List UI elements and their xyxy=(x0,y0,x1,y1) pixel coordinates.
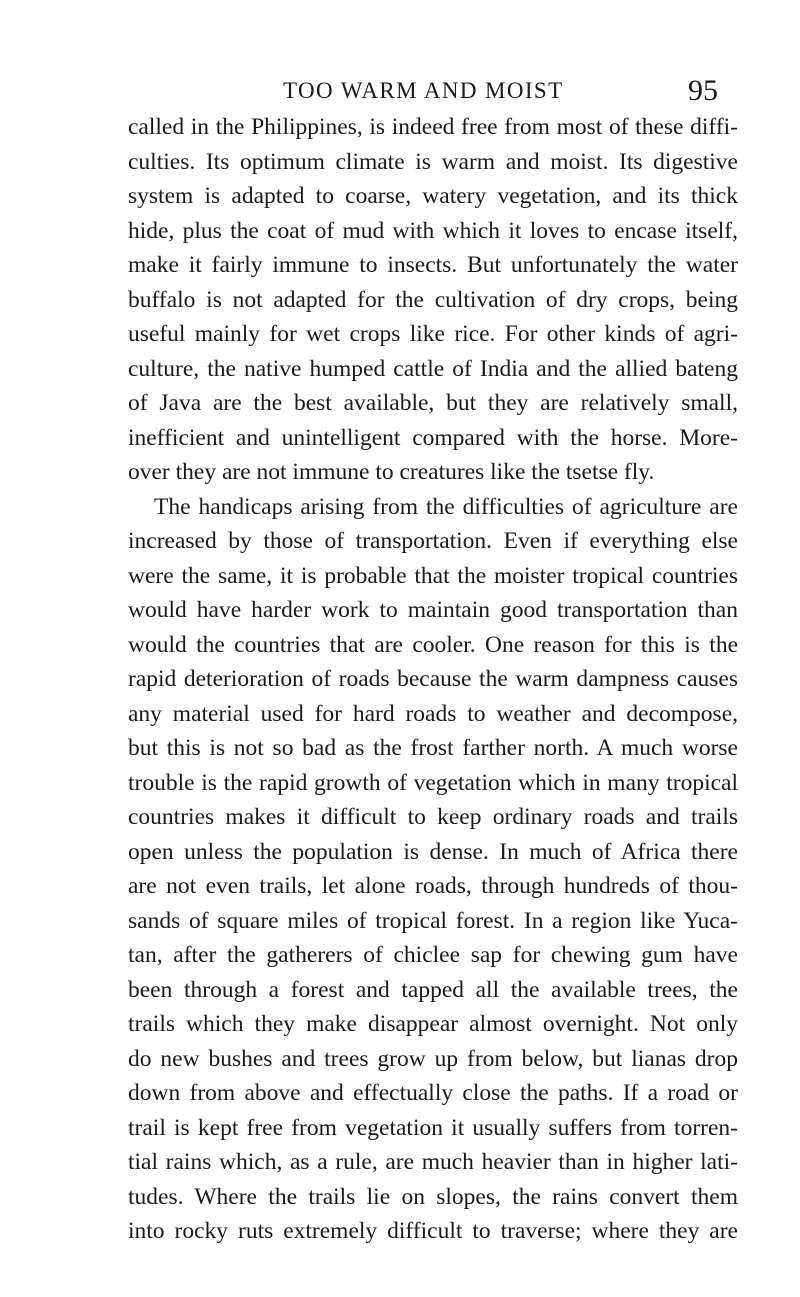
running-head xyxy=(0,74,800,108)
text-line: hide, plus the coat of mud with which it loves to encase itself, xyxy=(128,217,738,244)
text-line: sands of square miles of tropical forest. In a region like Yuca- xyxy=(128,907,738,934)
text-line: been through a forest and tapped all the available trees, the xyxy=(128,976,738,1003)
text-line: do new bushes and trees grow up from below, but lianas drop xyxy=(128,1045,738,1072)
running-title: TOO WARM AND MOIST xyxy=(283,78,564,103)
text-line: inefficient and unintelligent compared with the horse. More- xyxy=(128,424,738,451)
text-line: culture, the native humped cattle of India and the allied bateng xyxy=(128,355,738,382)
text-line: tan, after the gatherers of chiclee sap for chewing gum have xyxy=(128,942,738,968)
text-line: would have harder work to maintain good transportation than xyxy=(128,597,738,623)
text-line: tial rains which, as a rule, are much heavier than in higher lati- xyxy=(128,1149,738,1175)
text-line: rapid deterioration of roads because the warm dampness causes xyxy=(128,666,738,692)
body-text xyxy=(128,110,738,1249)
text-line: buffalo is not adapted for the cultivation of dry crops, being xyxy=(128,286,738,313)
text-line: trail is kept free from vegetation it usually suffers from torren- xyxy=(128,1114,738,1141)
text-line: culties. Its optimum climate is warm and moist. Its digestive xyxy=(128,148,738,175)
text-line: down from above and effectually close the paths. If a road or xyxy=(128,1080,738,1106)
text-line: into rocky ruts extremely difficult to traverse; where they are xyxy=(128,1218,738,1244)
text-line: increased by those of transportation. Even if everything else xyxy=(128,528,738,554)
text-line: any material used for hard roads to weather and decompose, xyxy=(128,700,738,727)
text-line: make it fairly immune to insects. But unfortunately the water xyxy=(128,252,738,278)
text-line: trails which they make disappear almost overnight. Not only xyxy=(128,1011,738,1037)
text-line: were the same, it is probable that the moister tropical countries xyxy=(128,562,738,589)
text-line: of Java are the best available, but they are relatively small, xyxy=(128,390,738,416)
text-line: would the countries that are cooler. One reason for this is the xyxy=(128,631,738,658)
text-line: countries makes it difficult to keep ordinary roads and trails xyxy=(128,804,738,830)
text-line: system is adapted to coarse, watery vegetation, and its thick xyxy=(128,183,738,209)
text-line: but this is not so bad as the frost farther north. A much worse xyxy=(128,735,738,761)
paragraph-end-line: over they are not immune to creatures like the tsetse fly. xyxy=(128,459,655,485)
text-line: called in the Philippines, is indeed free from most of these diffi- xyxy=(128,114,738,140)
text-line: useful mainly for wet crops like rice. For other kinds of agri- xyxy=(128,321,738,347)
text-line: open unless the population is dense. In much of Africa there xyxy=(128,838,738,865)
text-line: tudes. Where the trails lie on slopes, the rains convert them xyxy=(128,1183,738,1210)
paragraph-start-line: The handicaps arising from the difficulties of agriculture are xyxy=(154,493,738,520)
text-line: trouble is the rapid growth of vegetation which in many tropical xyxy=(128,769,738,796)
page-number: 95 xyxy=(688,74,718,107)
text-line: are not even trails, let alone roads, through hundreds of thou- xyxy=(128,873,738,899)
